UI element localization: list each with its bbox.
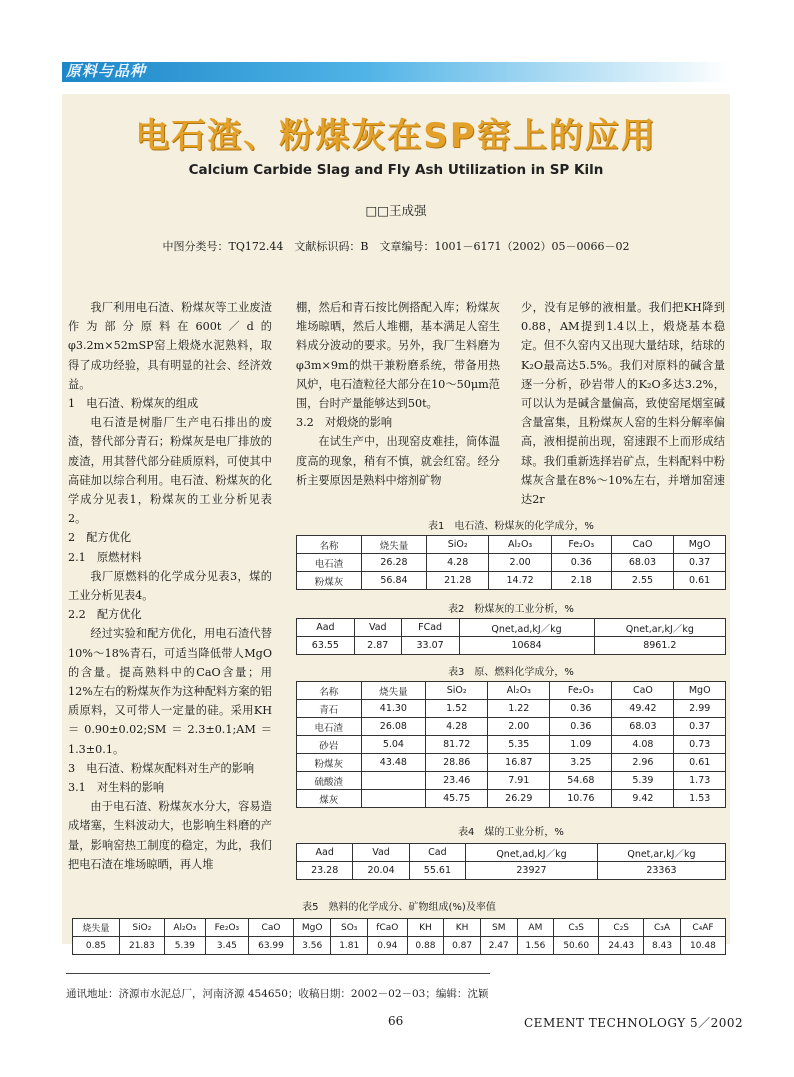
table-cell: 63.55 — [297, 637, 355, 655]
table-cell: 名称 — [297, 536, 362, 554]
table-cell: MgO — [294, 919, 331, 937]
table-cell: 1.81 — [331, 937, 368, 955]
table4-caption: 表4 煤的工业分析，% — [458, 827, 564, 838]
table-cell: MgO — [674, 682, 726, 700]
table-row — [297, 736, 726, 754]
table-cell: 2.55 — [611, 572, 673, 590]
table-cell: 4.28 — [426, 554, 488, 572]
paragraph: 在试生产中，出现窑皮难挂，筒体温度高的现象，稍有不慎，就会红窑。经分析主要原因是熟料中熔剂矿物 — [296, 435, 500, 487]
table1 — [296, 535, 726, 590]
table3-caption: 表3 原、燃料化学成分，% — [448, 667, 574, 678]
table-cell: Vad — [354, 619, 401, 637]
page-number: 66 — [388, 1014, 404, 1028]
table-cell: 0.87 — [444, 937, 481, 955]
table-cell: 56.84 — [361, 572, 426, 590]
paragraph: 1 电石渣、粉煤灰的组成 — [68, 397, 199, 411]
table-cell: FCad — [401, 619, 459, 637]
table-cell: 2.96 — [612, 754, 674, 772]
table-cell: 0.61 — [674, 572, 726, 590]
table-row — [297, 862, 726, 880]
table-cell: Vad — [353, 844, 409, 862]
table-cell: 3.45 — [205, 937, 248, 955]
table-cell: 68.03 — [611, 554, 673, 572]
table-cell: 1.22 — [488, 700, 550, 718]
article-title: 电石渣、粉煤灰在SP窑上的应用 — [135, 116, 657, 156]
table-cell: 硫酸渣 — [297, 772, 362, 790]
table-cell: 54.68 — [550, 772, 612, 790]
table-header-row — [297, 682, 726, 700]
table-cell: 0.36 — [550, 700, 612, 718]
table-cell: Al₂O₃ — [489, 536, 551, 554]
table-cell: 68.03 — [612, 718, 674, 736]
table-cell: 砂岩 — [297, 736, 362, 754]
table-cell: 23.46 — [426, 772, 488, 790]
table-cell: MgO — [674, 536, 726, 554]
table-cell — [361, 772, 426, 790]
paragraph: 3.1 对生料的影响 — [68, 781, 165, 795]
table-cell: C₂S — [599, 919, 644, 937]
table-cell: 55.61 — [409, 862, 465, 880]
table-cell: 10.48 — [680, 937, 725, 955]
text-column-3 — [521, 298, 725, 509]
table-cell: Fe₂O₃ — [550, 682, 612, 700]
table-cell: 0.88 — [407, 937, 444, 955]
table-cell: 0.73 — [674, 736, 726, 754]
table-cell: 41.30 — [361, 700, 426, 718]
table-cell: 14.72 — [489, 572, 551, 590]
table-cell: 烧失量 — [361, 536, 426, 554]
table-cell: C₃S — [554, 919, 599, 937]
table-cell: AM — [517, 919, 554, 937]
table-cell: Fe₂O₃ — [551, 536, 611, 554]
paragraph: 我厂利用电石渣、粉煤灰等工业废渣作为部分原料在600t／d的φ3.2m×52mSP窑上煅烧水泥熟料，取得了成功经验，具有明显的社会、经济效益。 — [68, 301, 272, 391]
table-cell: Aad — [297, 619, 355, 637]
table-cell: 2.47 — [480, 937, 517, 955]
table-cell: 21.28 — [426, 572, 488, 590]
table-cell: 0.37 — [674, 718, 726, 736]
table-cell: 49.42 — [612, 700, 674, 718]
table-cell: 5.39 — [164, 937, 205, 955]
table2 — [296, 618, 726, 655]
table-row — [297, 754, 726, 772]
section-label: 原料与品种 — [66, 62, 147, 80]
table-cell: 1.09 — [550, 736, 612, 754]
table-cell: 23927 — [466, 862, 598, 880]
table-cell: 26.28 — [361, 554, 426, 572]
table-cell: CaO — [611, 536, 673, 554]
paragraph: 由于电石渣、粉煤灰水分大，容易造成堵塞，生料波动大，也影响生料磨的产量，影响窑热工制度的稳定，为此，我们把电石渣在堆场晾晒，再人堆 — [68, 800, 272, 871]
table-row — [297, 700, 726, 718]
table3 — [296, 681, 726, 808]
paragraph: 经过实验和配方优化，用电石渣代替10%～18%青石，可适当降低带人MgO的含量。提高熟料中的CaO含量；用12%左右的粉煤灰作为这种配料方案的铝质原料，又可带人一定量的硅。采用KH＝0.90±0.02;SM＝2.3±0.1;AM＝1.3±0.1。 — [68, 627, 272, 756]
table-cell: 0.61 — [674, 754, 726, 772]
table-cell: SO₃ — [331, 919, 368, 937]
text-column-2 — [296, 298, 500, 490]
table-cell: 名称 — [297, 682, 362, 700]
table-header-row — [297, 844, 726, 862]
table-header-row — [297, 619, 726, 637]
table-cell: SiO₂ — [426, 682, 488, 700]
table-cell: 8961.2 — [594, 637, 725, 655]
table-cell: Qnet,ad,kJ／kg — [466, 844, 598, 862]
table-cell: 21.83 — [119, 937, 164, 955]
table-cell: CaO — [612, 682, 674, 700]
table-cell: 2.00 — [489, 554, 551, 572]
table-row — [297, 572, 726, 590]
table-cell: 5.04 — [361, 736, 426, 754]
table-cell: 16.87 — [488, 754, 550, 772]
table-cell: 10684 — [459, 637, 594, 655]
table-cell: KH — [407, 919, 444, 937]
table2-caption: 表2 粉煤灰的工业分析，% — [448, 604, 574, 615]
table-cell: 0.36 — [550, 718, 612, 736]
table-cell: 81.72 — [426, 736, 488, 754]
table-cell: SM — [480, 919, 517, 937]
table-cell: CaO — [248, 919, 293, 937]
table-cell: SiO₂ — [119, 919, 164, 937]
table-cell: 5.35 — [488, 736, 550, 754]
table-cell: Cad — [409, 844, 465, 862]
table-cell: C₄AF — [680, 919, 725, 937]
article-title-english: Calcium Carbide Slag and Fly Ash Utilization in SP Kiln — [188, 162, 604, 178]
table-row — [73, 937, 726, 955]
table-cell: 电石渣 — [297, 554, 362, 572]
table-cell: Aad — [297, 844, 353, 862]
table-cell: 粉煤灰 — [297, 754, 362, 772]
table-cell: KH — [444, 919, 481, 937]
author: □□王成强 — [365, 203, 427, 218]
paragraph: 3 电石渣、粉煤灰配料对生产的影响 — [68, 761, 255, 775]
table-cell: Qnet,ar,kJ／kg — [594, 619, 725, 637]
table-cell: 0.37 — [674, 554, 726, 572]
table-cell: 青石 — [297, 700, 362, 718]
table-header-row — [73, 919, 726, 937]
table-cell: 28.86 — [426, 754, 488, 772]
table-cell: fCaO — [368, 919, 408, 937]
table-cell: SiO₂ — [426, 536, 488, 554]
table-cell: 3.56 — [294, 937, 331, 955]
table-cell — [361, 790, 426, 808]
table-cell: 63.99 — [248, 937, 293, 955]
paragraph: 我厂原燃料的化学成分见表3，煤的工业分析见表4。 — [68, 569, 272, 603]
table-cell: 电石渣 — [297, 718, 362, 736]
table-cell: 4.28 — [426, 718, 488, 736]
table-row — [297, 718, 726, 736]
paragraph: 2 配方优化 — [68, 531, 132, 545]
paragraph: 3.2 对煅烧的影响 — [296, 416, 393, 430]
table-cell: 26.08 — [361, 718, 426, 736]
footnote: 通讯地址：济源市水泥总厂，河南济源 454650；收稿日期：2002－02－03；编辑：沈颖 — [66, 988, 489, 1000]
paragraph: 2.1 原燃材料 — [68, 550, 142, 564]
table5-caption: 表5 熟料的化学成分、矿物组成(%)及率值 — [302, 902, 496, 913]
table-cell: 4.08 — [612, 736, 674, 754]
table-cell: 26.29 — [488, 790, 550, 808]
table-cell: 烧失量 — [73, 919, 120, 937]
table-row — [297, 772, 726, 790]
table1-caption: 表1 电石渣、粉煤灰的化学成分，% — [428, 521, 594, 532]
table-cell: 3.25 — [550, 754, 612, 772]
table-cell: Al₂O₃ — [488, 682, 550, 700]
table-cell: 煤灰 — [297, 790, 362, 808]
table-cell: 10.76 — [550, 790, 612, 808]
table-cell: 粉煤灰 — [297, 572, 362, 590]
table-cell: 2.00 — [488, 718, 550, 736]
table-row — [297, 790, 726, 808]
table-header-row — [297, 536, 726, 554]
table-cell: 50.60 — [554, 937, 599, 955]
table-cell: 33.07 — [401, 637, 459, 655]
paragraph: 电石渣是树脂厂生产电石排出的废渣，替代部分青石；粉煤灰是电厂排放的废渣，用其替代部分硅质原料，可使其中高硅加以综合利用。电石渣、粉煤灰的化学成分见表1，粉煤灰的工业分析见表2。 — [68, 416, 272, 526]
table-cell: 烧失量 — [361, 682, 426, 700]
text-column-1 — [68, 298, 272, 874]
paragraph: 棚，然后和青石按比例搭配入库；粉煤灰堆场晾晒，然后人堆棚，基本满足人窑生料成分波动的要求。另外，我厂生料磨为φ3m×9m的烘干兼粉磨系统，带备用热风炉，电石渣粒径大部分在10～50μm范围，台时产量能够达到50t。 — [296, 301, 500, 411]
table-cell: Al₂O₃ — [164, 919, 205, 937]
table-cell: 2.99 — [674, 700, 726, 718]
table4 — [296, 843, 726, 880]
table-cell: 9.42 — [612, 790, 674, 808]
table-cell: 1.56 — [517, 937, 554, 955]
section-header-bar — [62, 62, 730, 82]
table-cell: C₃A — [644, 919, 681, 937]
table-cell: Qnet,ar,kJ／kg — [597, 844, 725, 862]
table-cell: 23.28 — [297, 862, 353, 880]
table-cell: 8.43 — [644, 937, 681, 955]
paragraph: 少，没有足够的液相量。我们把KH降到0.88，AM提到1.4以上，煅烧基本稳定。但不久窑内又出现大量结球，结球的K₂O最高达5.5%。我们对原料的碱含量逐一分析，砂岩带人的K₂O多达3.2%，可以认为是碱含量偏高，致使窑尾烟室碱含量富集，且粉煤灰人窑的生料分解率偏高，液相提前出现，窑速跟不上而形成结球。我们重新选择岩矿点，生料配料中粉煤灰含量在8%～10%左右，并增加窑速达2r — [521, 301, 725, 507]
table-cell: 0.36 — [551, 554, 611, 572]
table-cell: 0.94 — [368, 937, 408, 955]
table-cell: 2.87 — [354, 637, 401, 655]
table-cell: 1.53 — [674, 790, 726, 808]
table-cell: 7.91 — [488, 772, 550, 790]
journal-name: CEMENT TECHNOLOGY 5／2002 — [524, 1016, 744, 1030]
table-cell: 20.04 — [353, 862, 409, 880]
table-row — [297, 554, 726, 572]
classification-meta: 中图分类号：TQ172.44 文献标识码：B 文章编号：1001－6171（2002）05－0066－02 — [162, 240, 630, 253]
table-cell: 24.43 — [599, 937, 644, 955]
paragraph: 2.2 配方优化 — [68, 608, 142, 622]
table-cell: 45.75 — [426, 790, 488, 808]
table-cell: 2.18 — [551, 572, 611, 590]
table-cell: 5.39 — [612, 772, 674, 790]
table-cell: Fe₂O₃ — [205, 919, 248, 937]
table-cell: 0.85 — [73, 937, 120, 955]
table-row — [297, 637, 726, 655]
table-cell: 23363 — [597, 862, 725, 880]
table-cell: 1.73 — [674, 772, 726, 790]
table-cell: Qnet,ad,kJ／kg — [459, 619, 594, 637]
table5 — [72, 918, 726, 955]
table-cell: 43.48 — [361, 754, 426, 772]
table-cell: 1.52 — [426, 700, 488, 718]
footnote-divider — [66, 973, 490, 974]
